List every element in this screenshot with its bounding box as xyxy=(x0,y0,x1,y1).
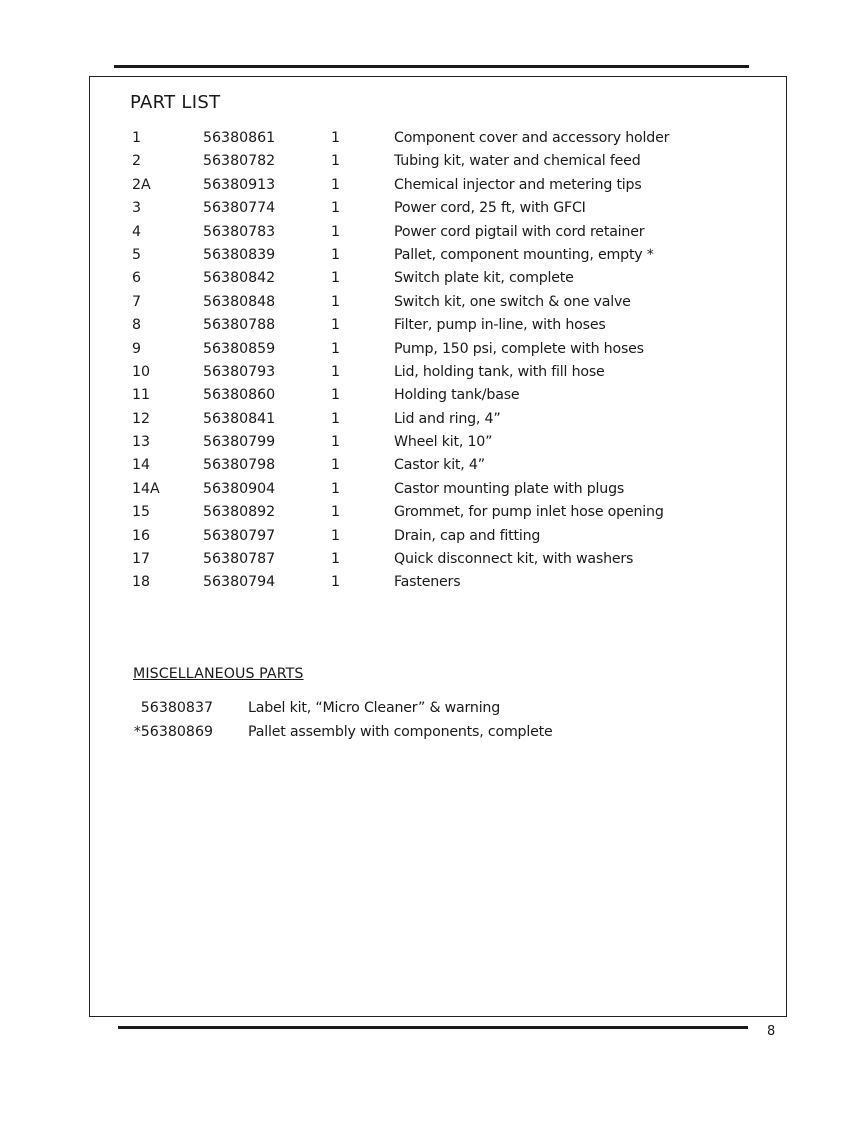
misc-part-description: Pallet assembly with components, complete xyxy=(248,724,553,740)
part-row xyxy=(132,501,692,524)
part-item-number: 13 xyxy=(132,434,151,451)
part-quantity: 1 xyxy=(331,527,341,544)
part-description: Holding tank/base xyxy=(394,387,520,404)
part-quantity: 1 xyxy=(331,293,341,310)
part-row xyxy=(132,408,692,431)
part-row xyxy=(132,267,692,290)
part-row xyxy=(132,431,692,454)
part-quantity: 1 xyxy=(331,246,341,263)
part-row xyxy=(132,338,692,361)
part-item-number: 2A xyxy=(132,176,151,193)
part-number: 56380783 xyxy=(203,223,276,240)
part-number: 56380848 xyxy=(203,293,276,310)
misc-parts-table xyxy=(133,696,633,744)
part-description: Filter, pump in-line, with hoses xyxy=(394,317,606,334)
part-item-number: 14 xyxy=(132,457,151,474)
part-quantity: 1 xyxy=(331,340,341,357)
part-description: Castor kit, 4” xyxy=(394,457,485,474)
part-row xyxy=(132,221,692,244)
misc-part-description: Label kit, “Micro Cleaner” & warning xyxy=(248,700,501,716)
part-quantity: 1 xyxy=(331,480,341,497)
part-row xyxy=(132,150,692,173)
part-description: Component cover and accessory holder xyxy=(394,130,670,146)
part-item-number: 5 xyxy=(132,246,142,263)
part-description: Switch plate kit, complete xyxy=(394,270,574,287)
part-quantity: 1 xyxy=(331,223,341,240)
part-description: Fasteners xyxy=(394,574,461,591)
part-number: 56380797 xyxy=(203,527,276,544)
part-item-number: 16 xyxy=(132,527,151,544)
part-quantity: 1 xyxy=(331,176,341,193)
part-number: 56380782 xyxy=(203,153,276,170)
part-description: Drain, cap and fitting xyxy=(394,527,541,544)
part-number: 56380799 xyxy=(203,434,276,451)
part-quantity: 1 xyxy=(331,574,341,591)
part-number: 56380842 xyxy=(203,270,276,287)
part-description: Lid, holding tank, with fill hose xyxy=(394,363,605,380)
part-quantity: 1 xyxy=(331,457,341,474)
part-item-number: 18 xyxy=(132,574,151,591)
part-item-number: 17 xyxy=(132,551,151,568)
part-description: Tubing kit, water and chemical feed xyxy=(394,153,641,170)
part-description: Wheel kit, 10” xyxy=(394,434,493,451)
part-row xyxy=(132,174,692,197)
part-item-number: 14A xyxy=(132,480,160,497)
part-row xyxy=(132,244,692,267)
part-row xyxy=(132,314,692,337)
part-number: 56380859 xyxy=(203,340,276,357)
part-number: 56380793 xyxy=(203,363,276,380)
part-row xyxy=(132,454,692,477)
part-description: Lid and ring, 4” xyxy=(394,410,501,427)
part-description: Switch kit, one switch & one valve xyxy=(394,293,631,310)
misc-parts-title: MISCELLANEOUS PARTS xyxy=(133,666,304,682)
part-quantity: 1 xyxy=(331,153,341,170)
part-item-number: 8 xyxy=(132,317,142,334)
part-description: Grommet, for pump inlet hose opening xyxy=(394,504,664,521)
part-quantity: 1 xyxy=(331,551,341,568)
top-rule xyxy=(114,65,749,68)
part-item-number: 15 xyxy=(132,504,151,521)
part-number: 56380774 xyxy=(203,200,276,217)
part-number: 56380839 xyxy=(203,246,276,263)
part-list-title: PART LIST xyxy=(130,92,221,113)
part-number: 56380892 xyxy=(203,504,276,521)
part-number: 56380794 xyxy=(203,574,276,591)
part-quantity: 1 xyxy=(331,363,341,380)
part-item-number: 10 xyxy=(132,363,151,380)
part-quantity: 1 xyxy=(331,504,341,521)
misc-part-number: 56380837 xyxy=(140,700,213,716)
part-quantity: 1 xyxy=(331,270,341,287)
part-description: Quick disconnect kit, with washers xyxy=(394,551,634,568)
part-item-number: 1 xyxy=(132,130,142,146)
part-number: 56380860 xyxy=(203,387,276,404)
part-number: 56380787 xyxy=(203,551,276,568)
part-row xyxy=(132,478,692,501)
part-quantity: 1 xyxy=(331,200,341,217)
part-quantity: 1 xyxy=(331,130,341,146)
part-quantity: 1 xyxy=(331,434,341,451)
part-row xyxy=(132,525,692,548)
part-quantity: 1 xyxy=(331,317,341,334)
part-number: 56380798 xyxy=(203,457,276,474)
misc-part-number: *56380869 xyxy=(133,724,213,740)
part-item-number: 7 xyxy=(132,293,142,310)
part-description: Castor mounting plate with plugs xyxy=(394,480,625,497)
bottom-rule xyxy=(118,1026,748,1029)
part-row xyxy=(132,291,692,314)
part-number: 56380861 xyxy=(203,130,276,146)
part-description: Pump, 150 psi, complete with hoses xyxy=(394,340,644,357)
part-number: 56380788 xyxy=(203,317,276,334)
part-item-number: 4 xyxy=(132,223,142,240)
part-description: Power cord, 25 ft, with GFCI xyxy=(394,200,586,217)
part-quantity: 1 xyxy=(331,387,341,404)
page-number: 8 xyxy=(767,1024,776,1039)
part-number: 56380841 xyxy=(203,410,276,427)
part-description: Power cord pigtail with cord retainer xyxy=(394,223,645,240)
part-item-number: 11 xyxy=(132,387,151,404)
part-row xyxy=(132,361,692,384)
part-description: Chemical injector and metering tips xyxy=(394,176,642,193)
part-row xyxy=(132,127,692,150)
part-number: 56380904 xyxy=(203,480,276,497)
misc-part-row xyxy=(133,720,633,744)
part-row xyxy=(132,197,692,220)
part-item-number: 6 xyxy=(132,270,142,287)
part-item-number: 12 xyxy=(132,410,151,427)
part-item-number: 2 xyxy=(132,153,142,170)
parts-table xyxy=(132,127,692,595)
part-row xyxy=(132,384,692,407)
part-row xyxy=(132,548,692,571)
part-item-number: 9 xyxy=(132,340,142,357)
part-item-number: 3 xyxy=(132,200,142,217)
part-row xyxy=(132,571,692,594)
part-description: Pallet, component mounting, empty * xyxy=(394,246,654,263)
part-number: 56380913 xyxy=(203,176,276,193)
misc-part-row xyxy=(133,696,633,720)
part-quantity: 1 xyxy=(331,410,341,427)
